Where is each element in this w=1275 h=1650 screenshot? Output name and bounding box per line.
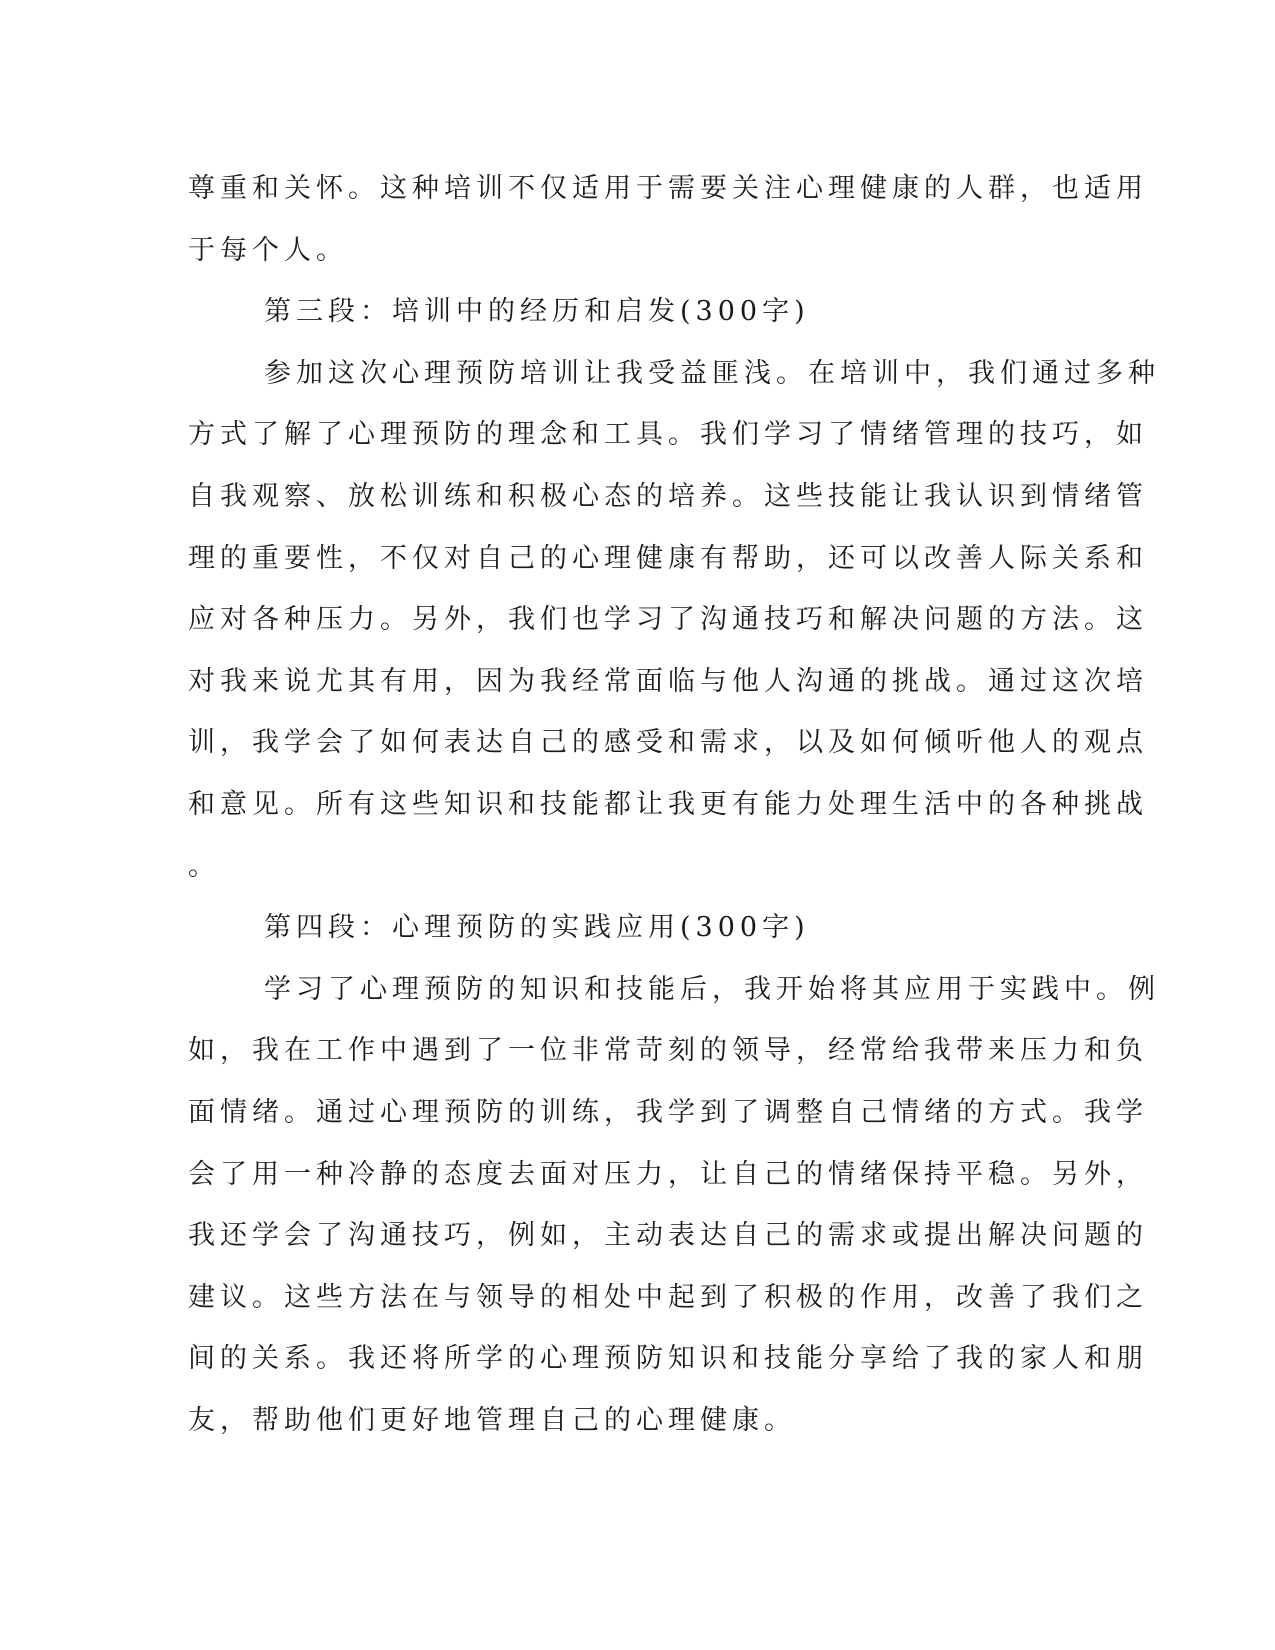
text-line: 间的关系。我还将所学的心理预防知识和技能分享给了我的家人和朋 (188, 1343, 1148, 1375)
text-line: 如，我在工作中遇到了一位非常苛刻的领导，经常给我带来压力和负 (188, 1035, 1148, 1067)
text-line: 友，帮助他们更好地管理自己的心理健康。 (188, 1404, 796, 1436)
text-line: 学习了心理预防的知识和技能后，我开始将其应用于实践中。例 (264, 973, 1160, 1005)
text-line: 和意见。所有这些知识和技能都让我更有能力处理生活中的各种挑战 (188, 788, 1148, 820)
text-line: 参加这次心理预防培训让我受益匪浅。在培训中，我们通过多种 (264, 357, 1160, 389)
text-line: 。 (188, 850, 220, 882)
text-line: 训，我学会了如何表达自己的感受和需求，以及如何倾听他人的观点 (188, 727, 1148, 759)
text-line: 我还学会了沟通技巧，例如，主动表达自己的需求或提出解决问题的 (188, 1220, 1148, 1252)
section-heading-4: 第四段：心理预防的实践应用(300字) (264, 912, 810, 944)
text-line: 面情绪。通过心理预防的训练，我学到了调整自己情绪的方式。我学 (188, 1096, 1148, 1128)
section-heading-3: 第三段：培训中的经历和启发(300字) (264, 296, 810, 328)
text-line: 于每个人。 (188, 234, 348, 266)
body-text (188, 158, 1160, 1451)
text-line: 会了用一种冷静的态度去面对压力，让自己的情绪保持平稳。另外， (188, 1158, 1148, 1190)
text-line: 对我来说尤其有用，因为我经常面临与他人沟通的挑战。通过这次培 (188, 665, 1148, 697)
text-line: 方式了解了心理预防的理念和工具。我们学习了情绪管理的技巧，如 (188, 419, 1148, 451)
text-line: 自我观察、放松训练和积极心态的培养。这些技能让我认识到情绪管 (188, 480, 1148, 512)
text-line: 建议。这些方法在与领导的相处中起到了积极的作用，改善了我们之 (188, 1281, 1148, 1313)
text-line: 理的重要性，不仅对自己的心理健康有帮助，还可以改善人际关系和 (188, 542, 1148, 574)
text-line: 应对各种压力。另外，我们也学习了沟通技巧和解决问题的方法。这 (188, 604, 1148, 636)
text-line: 尊重和关怀。这种培训不仅适用于需要关注心理健康的人群，也适用 (188, 173, 1148, 204)
